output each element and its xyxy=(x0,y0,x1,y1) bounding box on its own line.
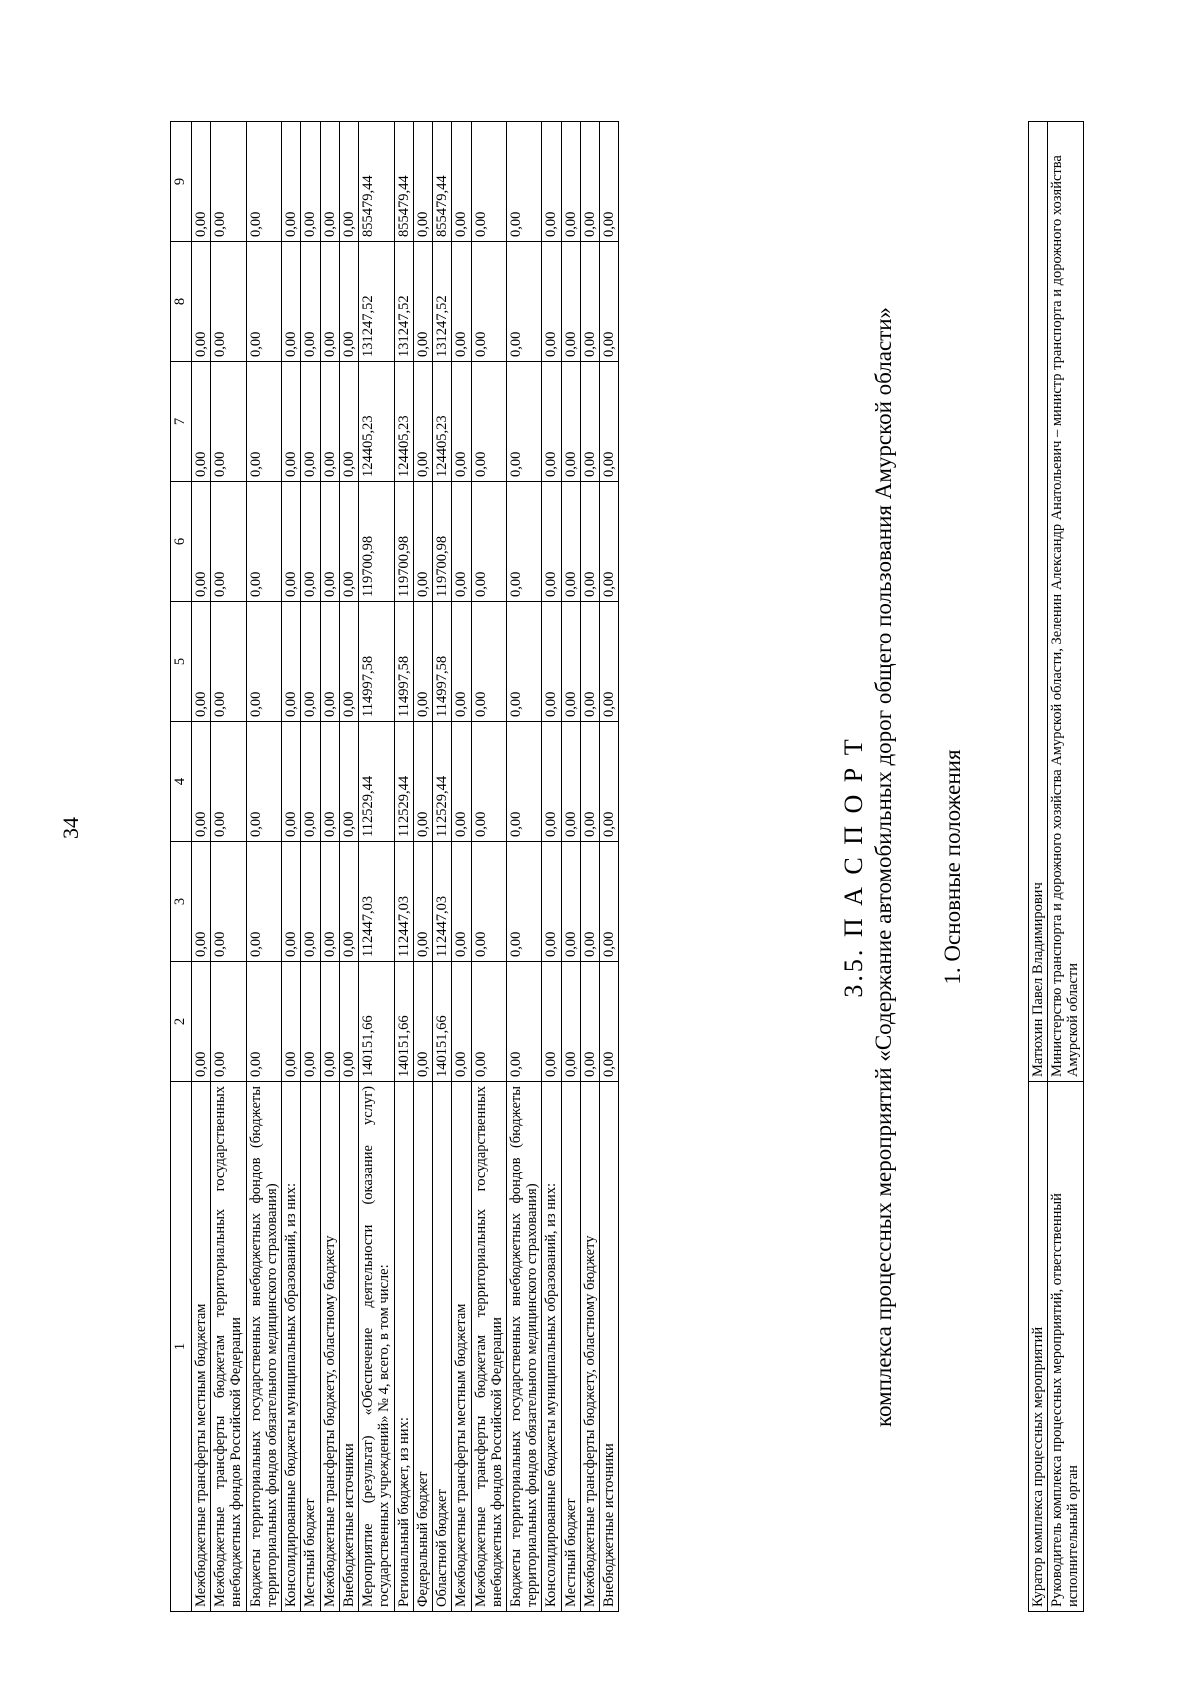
value-cell: 0,00 xyxy=(282,602,301,722)
value-cell: 0,00 xyxy=(471,842,506,962)
value-cell: 0,00 xyxy=(542,962,561,1082)
value-cell: 0,00 xyxy=(246,962,281,1082)
table-row xyxy=(452,122,471,1612)
value-cell: 0,00 xyxy=(542,362,561,482)
value-cell: 0,00 xyxy=(320,602,339,722)
row-label: Бюджеты территориальных государственных внебюджетных фондов (бюджеты территориальных фондов обязательного медицинского страхования) xyxy=(506,1082,541,1612)
passport-table xyxy=(1028,121,1084,1612)
row-label: Межбюджетные трансферты бюджету, областному бюджету xyxy=(320,1082,339,1612)
column-header: 8 xyxy=(171,242,192,362)
value-cell: 0,00 xyxy=(320,722,339,842)
value-cell: 140151,66 xyxy=(394,962,413,1082)
value-cell: 0,00 xyxy=(301,362,320,482)
value-cell: 131247,52 xyxy=(433,242,452,362)
value-cell: 0,00 xyxy=(580,842,599,962)
value-cell: 0,00 xyxy=(452,722,471,842)
passport-row-value: Министерство транспорта и дорожного хозяйства Амурской области, Зеленин Александр Анатольевич – министр транспорта и дорожного хозяйства Амурской области xyxy=(1048,122,1083,1082)
value-cell: 0,00 xyxy=(282,122,301,242)
value-cell: 0,00 xyxy=(301,122,320,242)
value-cell: 0,00 xyxy=(542,242,561,362)
passport-row-value: Матюхин Павел Владимирович xyxy=(1029,122,1048,1082)
row-label: Межбюджетные трансферты бюджетам территориальных государственных внебюджетных фондов Российской Федерации xyxy=(211,1082,246,1612)
value-cell: 0,00 xyxy=(339,962,358,1082)
value-cell: 0,00 xyxy=(561,482,580,602)
value-cell: 131247,52 xyxy=(394,242,413,362)
value-cell: 112529,44 xyxy=(433,722,452,842)
value-cell: 0,00 xyxy=(339,842,358,962)
row-label: Бюджеты территориальных государственных внебюджетных фондов (бюджеты территориальных фондов обязательного медицинского страхования) xyxy=(246,1082,281,1612)
value-cell: 0,00 xyxy=(542,842,561,962)
value-cell: 0,00 xyxy=(413,362,432,482)
value-cell: 114997,58 xyxy=(433,602,452,722)
table-row xyxy=(600,122,619,1612)
value-cell: 0,00 xyxy=(506,722,541,842)
value-cell: 0,00 xyxy=(211,722,246,842)
table-row xyxy=(394,122,413,1612)
value-cell: 0,00 xyxy=(282,722,301,842)
value-cell: 855479,44 xyxy=(359,122,394,242)
passport-title-block xyxy=(838,122,899,1612)
value-cell: 0,00 xyxy=(600,722,619,842)
value-cell: 0,00 xyxy=(246,842,281,962)
value-cell: 0,00 xyxy=(600,842,619,962)
passport-row xyxy=(1048,122,1083,1612)
value-cell: 0,00 xyxy=(192,722,211,842)
value-cell: 0,00 xyxy=(600,962,619,1082)
value-cell: 855479,44 xyxy=(433,122,452,242)
value-cell: 0,00 xyxy=(561,962,580,1082)
value-cell: 0,00 xyxy=(246,602,281,722)
table-row xyxy=(561,122,580,1612)
value-cell: 0,00 xyxy=(320,482,339,602)
value-cell: 0,00 xyxy=(320,122,339,242)
value-cell: 114997,58 xyxy=(394,602,413,722)
value-cell: 0,00 xyxy=(413,722,432,842)
column-header: 6 xyxy=(171,482,192,602)
value-cell: 112447,03 xyxy=(394,842,413,962)
rotated-page-content xyxy=(170,122,1130,1612)
table-row xyxy=(542,122,561,1612)
value-cell: 119700,98 xyxy=(394,482,413,602)
value-cell: 0,00 xyxy=(506,122,541,242)
value-cell: 0,00 xyxy=(452,602,471,722)
value-cell: 0,00 xyxy=(542,122,561,242)
value-cell: 0,00 xyxy=(282,362,301,482)
row-label: Консолидированные бюджеты муниципальных образований, из них: xyxy=(542,1082,561,1612)
value-cell: 0,00 xyxy=(192,842,211,962)
passport-row-label: Куратор комплекса процессных мероприятий xyxy=(1029,1082,1048,1612)
value-cell: 0,00 xyxy=(561,842,580,962)
value-cell: 0,00 xyxy=(580,722,599,842)
value-cell: 119700,98 xyxy=(433,482,452,602)
value-cell: 0,00 xyxy=(339,122,358,242)
value-cell: 140151,66 xyxy=(433,962,452,1082)
value-cell: 0,00 xyxy=(506,842,541,962)
value-cell: 112529,44 xyxy=(359,722,394,842)
table-row xyxy=(433,122,452,1612)
row-label: Межбюджетные трансферты местным бюджетам xyxy=(192,1082,211,1612)
value-cell: 0,00 xyxy=(413,602,432,722)
value-cell: 0,00 xyxy=(471,482,506,602)
value-cell: 0,00 xyxy=(561,122,580,242)
value-cell: 0,00 xyxy=(211,482,246,602)
value-cell: 0,00 xyxy=(301,962,320,1082)
value-cell: 0,00 xyxy=(452,962,471,1082)
value-cell: 0,00 xyxy=(600,602,619,722)
value-cell: 0,00 xyxy=(246,362,281,482)
value-cell: 0,00 xyxy=(561,602,580,722)
table-row xyxy=(301,122,320,1612)
value-cell: 0,00 xyxy=(301,842,320,962)
value-cell: 0,00 xyxy=(600,242,619,362)
value-cell: 0,00 xyxy=(580,602,599,722)
value-cell: 0,00 xyxy=(506,362,541,482)
value-cell: 0,00 xyxy=(211,242,246,362)
value-cell: 0,00 xyxy=(211,122,246,242)
value-cell: 0,00 xyxy=(246,722,281,842)
value-cell: 0,00 xyxy=(561,722,580,842)
value-cell: 855479,44 xyxy=(394,122,413,242)
value-cell: 0,00 xyxy=(471,602,506,722)
value-cell: 0,00 xyxy=(282,482,301,602)
row-label: Внебюджетные источники xyxy=(339,1082,358,1612)
value-cell: 0,00 xyxy=(600,362,619,482)
table-row xyxy=(282,122,301,1612)
value-cell: 0,00 xyxy=(320,362,339,482)
value-cell: 0,00 xyxy=(192,362,211,482)
table-row xyxy=(506,122,541,1612)
value-cell: 0,00 xyxy=(506,482,541,602)
value-cell: 0,00 xyxy=(211,842,246,962)
column-header: 9 xyxy=(171,122,192,242)
value-cell: 0,00 xyxy=(561,362,580,482)
value-cell: 0,00 xyxy=(471,362,506,482)
value-cell: 0,00 xyxy=(452,842,471,962)
value-cell: 0,00 xyxy=(561,242,580,362)
value-cell: 0,00 xyxy=(580,122,599,242)
value-cell: 0,00 xyxy=(301,722,320,842)
row-label: Межбюджетные трансферты бюджету, областному бюджету xyxy=(580,1082,599,1612)
value-cell: 0,00 xyxy=(542,602,561,722)
column-header: 1 xyxy=(171,1082,192,1612)
value-cell: 0,00 xyxy=(246,242,281,362)
value-cell: 0,00 xyxy=(211,362,246,482)
value-cell: 0,00 xyxy=(506,962,541,1082)
value-cell: 0,00 xyxy=(580,482,599,602)
value-cell: 0,00 xyxy=(211,602,246,722)
value-cell: 0,00 xyxy=(246,482,281,602)
column-header: 2 xyxy=(171,962,192,1082)
value-cell: 0,00 xyxy=(192,962,211,1082)
value-cell: 0,00 xyxy=(339,722,358,842)
value-cell: 0,00 xyxy=(580,242,599,362)
value-cell: 0,00 xyxy=(339,242,358,362)
row-label: Областной бюджет xyxy=(433,1082,452,1612)
value-cell: 0,00 xyxy=(580,362,599,482)
table-row xyxy=(413,122,432,1612)
table-header-row xyxy=(171,122,192,1612)
value-cell: 0,00 xyxy=(506,602,541,722)
value-cell: 0,00 xyxy=(413,242,432,362)
value-cell: 124405,23 xyxy=(394,362,413,482)
value-cell: 0,00 xyxy=(471,122,506,242)
row-label: Мероприятие (результат) «Обеспечение деятельности (оказание услуг) государственных учреждений» № 4, всего, в том числе: xyxy=(359,1082,394,1612)
value-cell: 0,00 xyxy=(452,242,471,362)
value-cell: 0,00 xyxy=(282,962,301,1082)
value-cell: 0,00 xyxy=(339,602,358,722)
value-cell: 0,00 xyxy=(452,122,471,242)
value-cell: 0,00 xyxy=(282,242,301,362)
value-cell: 0,00 xyxy=(192,602,211,722)
value-cell: 0,00 xyxy=(282,842,301,962)
passport-row-label: Руководитель комплекса процессных мероприятий, ответственный исполнительный орган xyxy=(1048,1082,1083,1612)
row-label: Внебюджетные источники xyxy=(600,1082,619,1612)
value-cell: 0,00 xyxy=(192,482,211,602)
value-cell: 140151,66 xyxy=(359,962,394,1082)
value-cell: 124405,23 xyxy=(359,362,394,482)
table-row xyxy=(192,122,211,1612)
row-label: Межбюджетные трансферты бюджетам территориальных государственных внебюджетных фондов Российской Федерации xyxy=(471,1082,506,1612)
value-cell: 0,00 xyxy=(580,962,599,1082)
table-row xyxy=(471,122,506,1612)
table-row xyxy=(320,122,339,1612)
passport-subtitle: комплекса процессных мероприятий «Содержание автомобильных дорог общего пользования Амурской области» xyxy=(871,306,897,1428)
column-header: 5 xyxy=(171,602,192,722)
value-cell: 112529,44 xyxy=(394,722,413,842)
value-cell: 0,00 xyxy=(600,122,619,242)
value-cell: 0,00 xyxy=(471,242,506,362)
value-cell: 0,00 xyxy=(339,362,358,482)
row-label: Консолидированные бюджеты муниципальных образований, из них: xyxy=(282,1082,301,1612)
value-cell: 0,00 xyxy=(246,122,281,242)
value-cell: 112447,03 xyxy=(433,842,452,962)
value-cell: 0,00 xyxy=(320,842,339,962)
budget-table xyxy=(170,121,619,1612)
page-number: 34 xyxy=(58,817,83,839)
value-cell: 0,00 xyxy=(339,482,358,602)
passport-title: 3.5. П А С П О Р Т xyxy=(839,736,868,998)
value-cell: 124405,23 xyxy=(433,362,452,482)
value-cell: 131247,52 xyxy=(359,242,394,362)
column-header: 7 xyxy=(171,362,192,482)
value-cell: 0,00 xyxy=(320,242,339,362)
value-cell: 0,00 xyxy=(192,122,211,242)
row-label: Региональный бюджет, из них: xyxy=(394,1082,413,1612)
section-heading: 1. Основные положения xyxy=(940,749,965,985)
value-cell: 0,00 xyxy=(320,962,339,1082)
value-cell: 0,00 xyxy=(192,242,211,362)
table-row xyxy=(359,122,394,1612)
value-cell: 0,00 xyxy=(542,482,561,602)
value-cell: 0,00 xyxy=(413,962,432,1082)
row-label: Федеральный бюджет xyxy=(413,1082,432,1612)
value-cell: 0,00 xyxy=(301,482,320,602)
value-cell: 0,00 xyxy=(413,122,432,242)
passport-row xyxy=(1029,122,1048,1612)
value-cell: 0,00 xyxy=(211,962,246,1082)
column-header: 4 xyxy=(171,722,192,842)
value-cell: 0,00 xyxy=(506,242,541,362)
value-cell: 0,00 xyxy=(301,602,320,722)
value-cell: 0,00 xyxy=(471,962,506,1082)
value-cell: 0,00 xyxy=(301,242,320,362)
table-row xyxy=(211,122,246,1612)
value-cell: 112447,03 xyxy=(359,842,394,962)
value-cell: 0,00 xyxy=(452,482,471,602)
table-row xyxy=(246,122,281,1612)
row-label: Местный бюджет xyxy=(301,1082,320,1612)
value-cell: 0,00 xyxy=(542,722,561,842)
value-cell: 0,00 xyxy=(413,842,432,962)
row-label: Местный бюджет xyxy=(561,1082,580,1612)
value-cell: 0,00 xyxy=(452,362,471,482)
table-row xyxy=(339,122,358,1612)
row-label: Межбюджетные трансферты местным бюджетам xyxy=(452,1082,471,1612)
value-cell: 0,00 xyxy=(471,722,506,842)
column-header: 3 xyxy=(171,842,192,962)
value-cell: 0,00 xyxy=(413,482,432,602)
value-cell: 119700,98 xyxy=(359,482,394,602)
value-cell: 114997,58 xyxy=(359,602,394,722)
table-row xyxy=(580,122,599,1612)
value-cell: 0,00 xyxy=(600,482,619,602)
